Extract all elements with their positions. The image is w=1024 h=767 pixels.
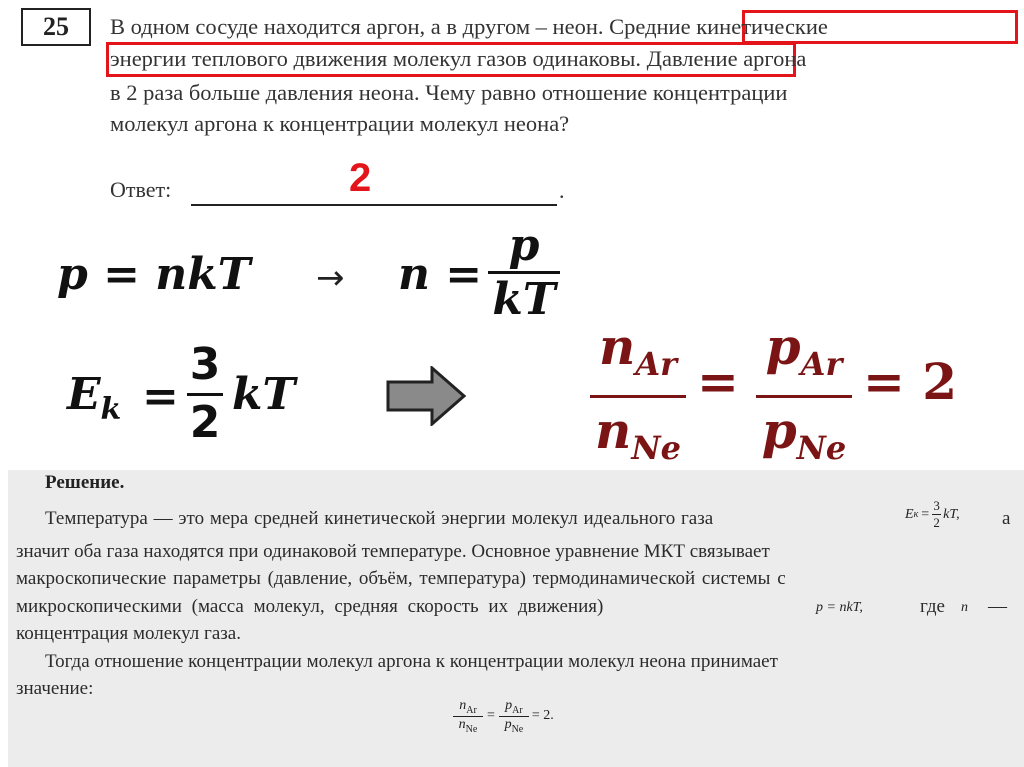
result-num-n: $n_{Ar}$ — [598, 317, 678, 383]
solution-title: Решение. — [45, 472, 125, 493]
formula-n-eq: n = — [398, 249, 483, 300]
solution-panel — [8, 470, 1024, 767]
task-line-3: в 2 раза больше давления неона. Чему равно отношение концентрации — [110, 80, 788, 105]
solution-mkt-formula: p = nkT, — [816, 600, 863, 615]
solution-final-formula: $\frac{n_{Ar}}{n_{Ne}}$ = $\frac{p_{Ar}}{p_{Ne}}$ = 2. — [453, 698, 554, 735]
formula-energy-fraction — [187, 337, 223, 450]
formula-energy-eq: = — [142, 371, 179, 422]
solution-dash: — — [988, 596, 1007, 617]
result-den-n: $n_{Ne}$ — [595, 401, 681, 467]
solution-line-1-end: а — [1002, 508, 1011, 529]
small-arrow: → — [316, 258, 345, 298]
task-line-2: энергии теплового движения молекул газов одинаковы. Давление аргона — [110, 46, 807, 71]
solution-where: где — [920, 596, 945, 617]
solution-line-2: значит оба газа находятся при одинаковой температуре. Основное уравнение МКТ связывает — [16, 541, 770, 562]
result-value: = 2 — [863, 352, 958, 411]
result-num-p: $p_{Ar}$ — [765, 317, 843, 383]
frac-den-2: 2 — [189, 397, 221, 448]
solution-line-6: Тогда отношение концентрации молекул аргона к концентрации молекул неона принимает — [45, 651, 778, 672]
frac-den-kT: kT — [492, 274, 556, 325]
solution-line-7: значение: — [16, 678, 94, 699]
formula-energy-kT: kT — [232, 369, 296, 420]
right-arrow-icon — [386, 366, 468, 426]
answer-value: 2 — [349, 156, 372, 200]
formula-ideal-gas: p = nkT — [57, 249, 251, 300]
frac-num-p: p — [508, 220, 540, 271]
solution-line-1: Температура — это мера средней кинетической энергии молекул идеального газа — [45, 508, 714, 529]
energy-sub: k — [100, 391, 122, 427]
formula-n-fraction — [488, 221, 560, 326]
solution-n-symbol: n — [961, 600, 968, 615]
task-line-1: В одном сосуде находится аргон, а в другом – неон. Средние кинетические — [110, 14, 828, 39]
answer-label: Ответ: — [110, 177, 172, 202]
solution-energy-formula: E к = $\frac{3}{2}$ kT, — [905, 498, 960, 530]
answer-line — [191, 204, 557, 206]
frac-num-3: 3 — [189, 339, 221, 390]
answer-end: . — [559, 178, 565, 203]
formula-energy-E: $E_k$ — [67, 369, 122, 427]
result-eq-1: = — [697, 352, 739, 411]
task-line-4: молекул аргона к концентрации молекул неона? — [110, 111, 570, 136]
result-fraction-p — [756, 316, 852, 481]
solution-line-4: микроскопическими (масса молекул, средняя скорость их движения) — [16, 596, 604, 617]
solution-line-3: макроскопические параметры (давление, объём, температура) термодинамической системы с — [16, 568, 786, 589]
solution-line-5: концентрация молекул газа. — [16, 623, 241, 644]
task-number: 25 — [21, 8, 91, 46]
result-den-p: $p_{Ne}$ — [761, 401, 847, 467]
result-fraction-n — [590, 316, 686, 481]
